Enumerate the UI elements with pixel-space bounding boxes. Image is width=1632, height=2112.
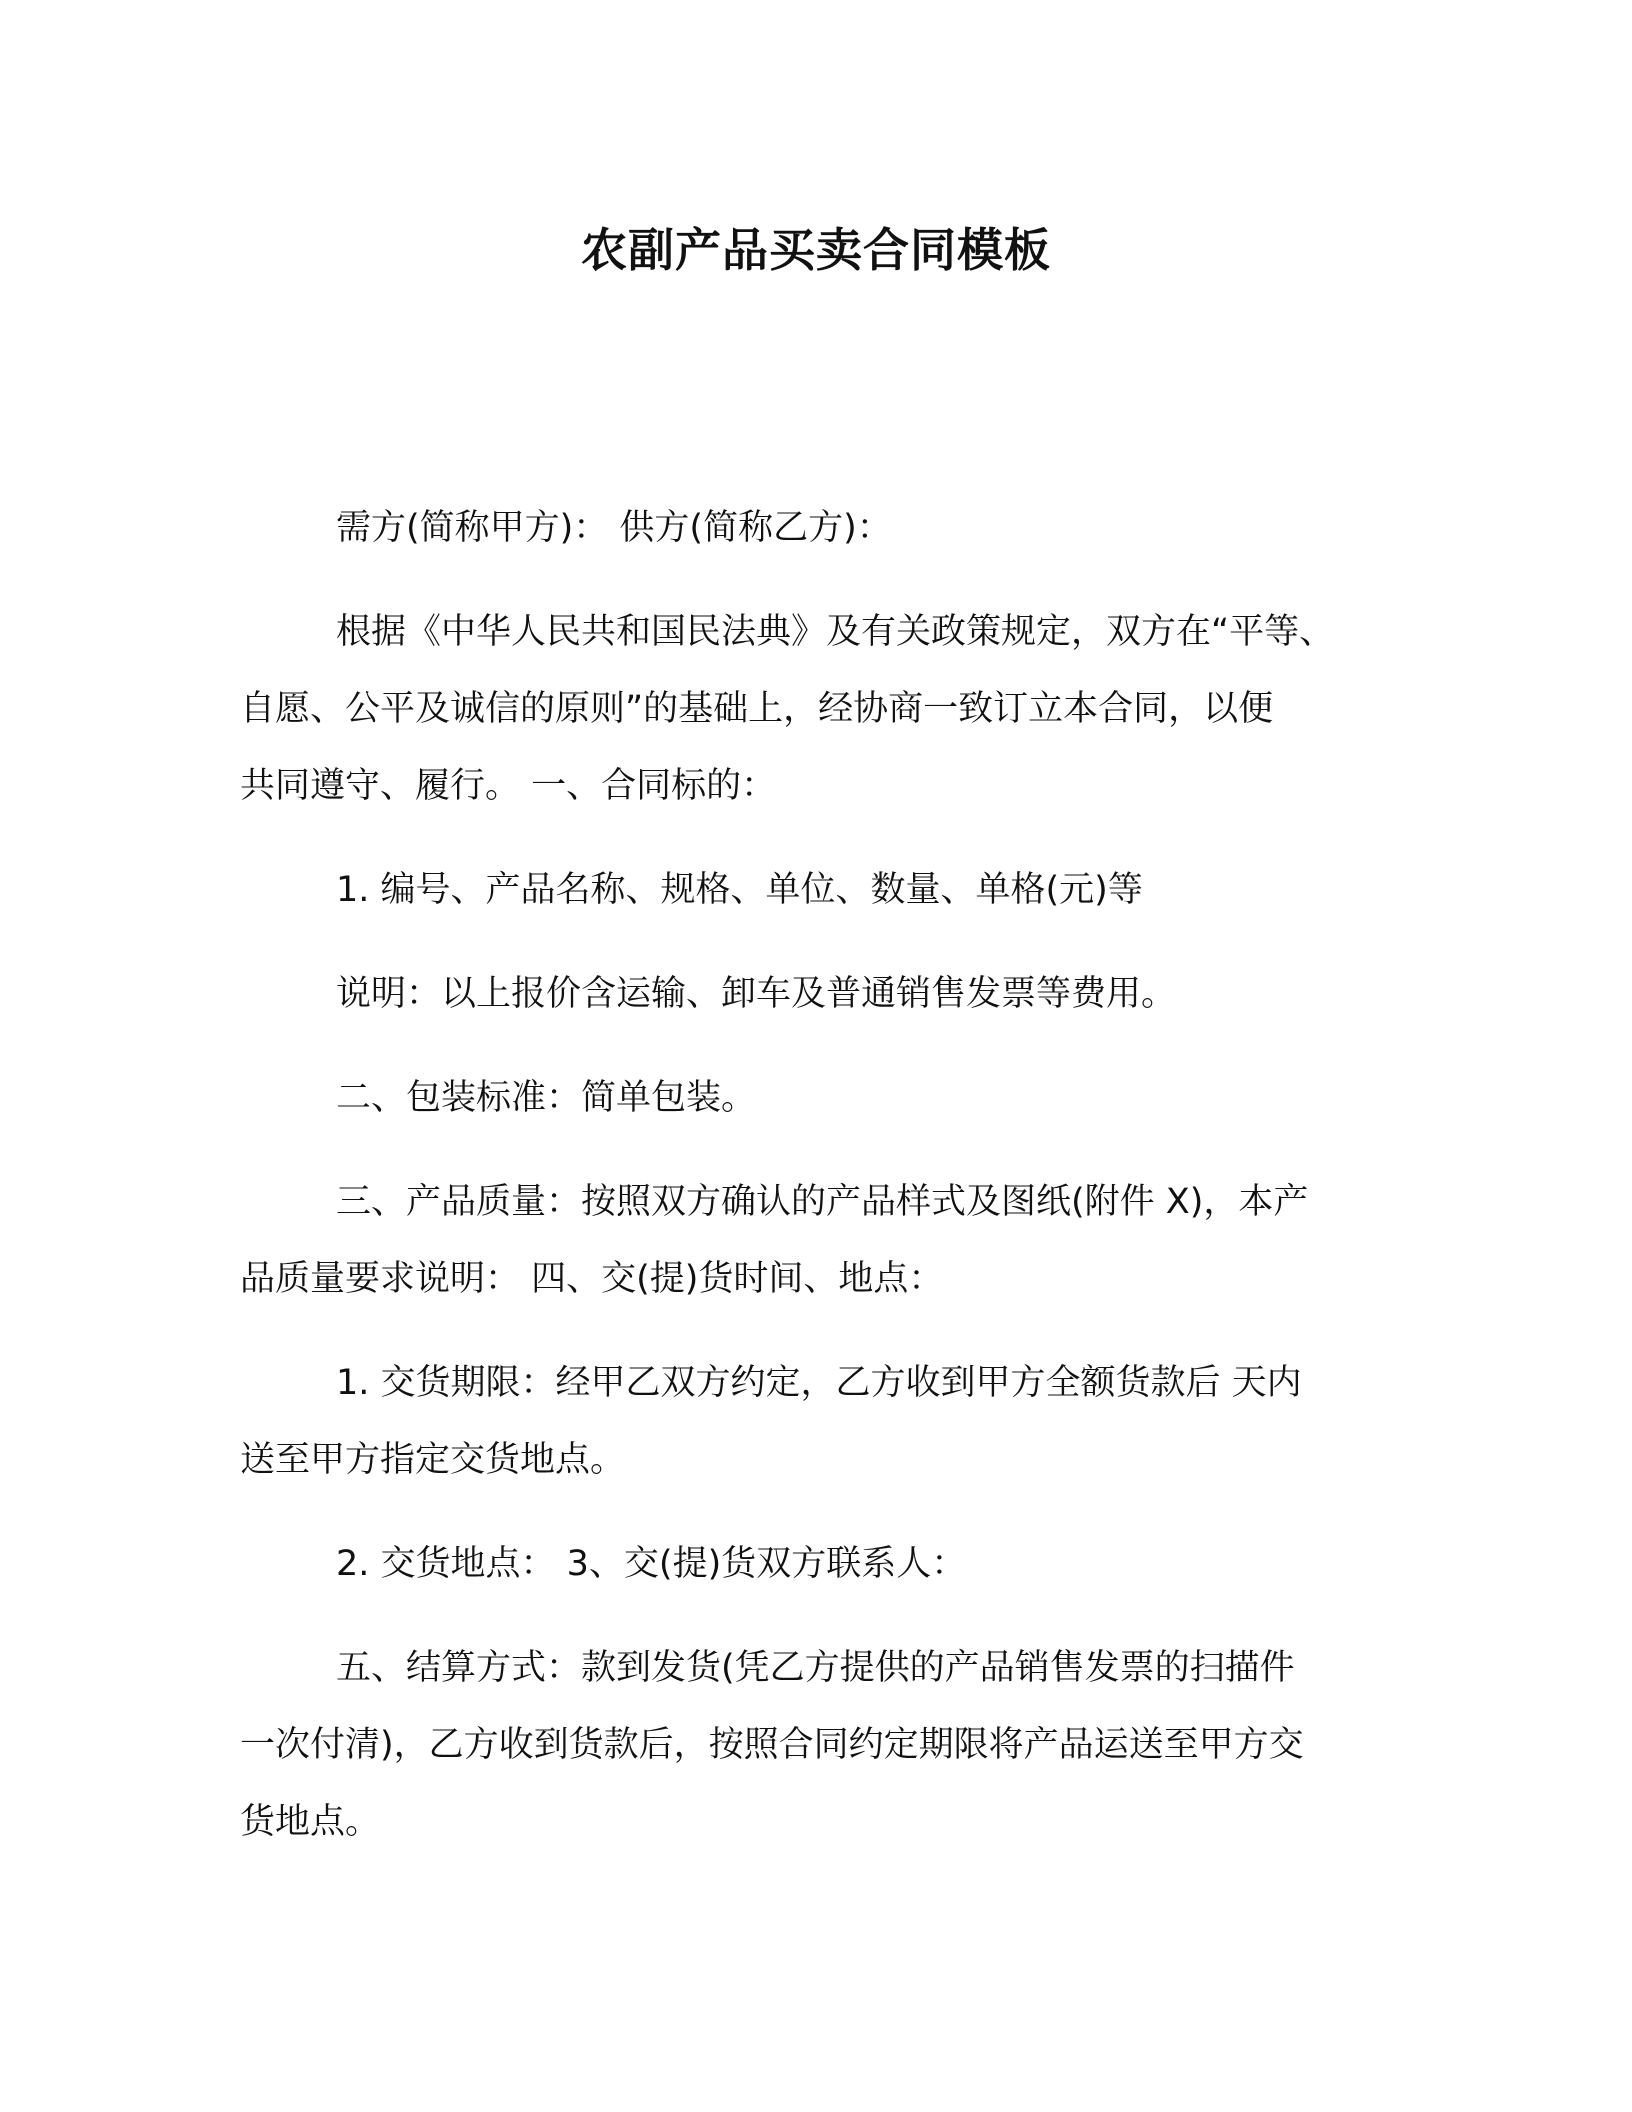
text-line: 需方(简称甲方)： 供方(简称乙方)：: [336, 508, 892, 548]
text-line: 根据《中华人民共和国民法典》及有关政策规定，双方在“平等、: [336, 612, 1335, 652]
text-line: 一次付清)，乙方收到货款后，按照合同约定期限将产品运送至甲方交: [240, 1725, 1304, 1765]
text-line: 1. 交货期限：经甲乙双方约定，乙方收到甲方全额货款后 天内: [336, 1363, 1302, 1403]
text-line: 说明：以上报价含运输、卸车及普通销售发票等费用。: [336, 974, 1177, 1014]
document-title: 农副产品买卖合同模板: [581, 223, 1051, 277]
packaging-paragraph: [240, 1060, 1400, 1137]
text-line: 送至甲方指定交货地点。: [240, 1440, 626, 1480]
text-line: 三、产品质量：按照双方确认的产品样式及图纸(附件 X)，本产: [336, 1182, 1309, 1222]
document-body: [240, 490, 1400, 1888]
text-line: 五、结算方式：款到发货(凭乙方提供的产品销售发票的扫描件: [336, 1648, 1295, 1688]
note-paragraph: [240, 956, 1400, 1033]
text-line: 二、包装标准：简单包装。: [336, 1078, 757, 1118]
subject-item-paragraph: [240, 852, 1400, 929]
delivery-location-paragraph: [240, 1526, 1400, 1603]
text-line: 共同遵守、履行。 一、合同标的：: [240, 766, 777, 806]
parties-paragraph: [240, 490, 1400, 567]
settlement-paragraph: [240, 1630, 1400, 1861]
text-line: 2. 交货地点： 3、交(提)货双方联系人：: [336, 1544, 967, 1584]
text-line: 品质量要求说明： 四、交(提)货时间、地点：: [240, 1259, 944, 1299]
preamble-paragraph: [240, 594, 1400, 825]
delivery-period-paragraph: [240, 1345, 1400, 1499]
text-line: 货地点。: [240, 1802, 381, 1842]
text-line: 1. 编号、产品名称、规格、单位、数量、单格(元)等: [336, 870, 1143, 910]
text-line: 自愿、公平及诚信的原则”的基础上，经协商一致订立本合同，以便: [240, 689, 1274, 729]
quality-paragraph: [240, 1164, 1400, 1318]
